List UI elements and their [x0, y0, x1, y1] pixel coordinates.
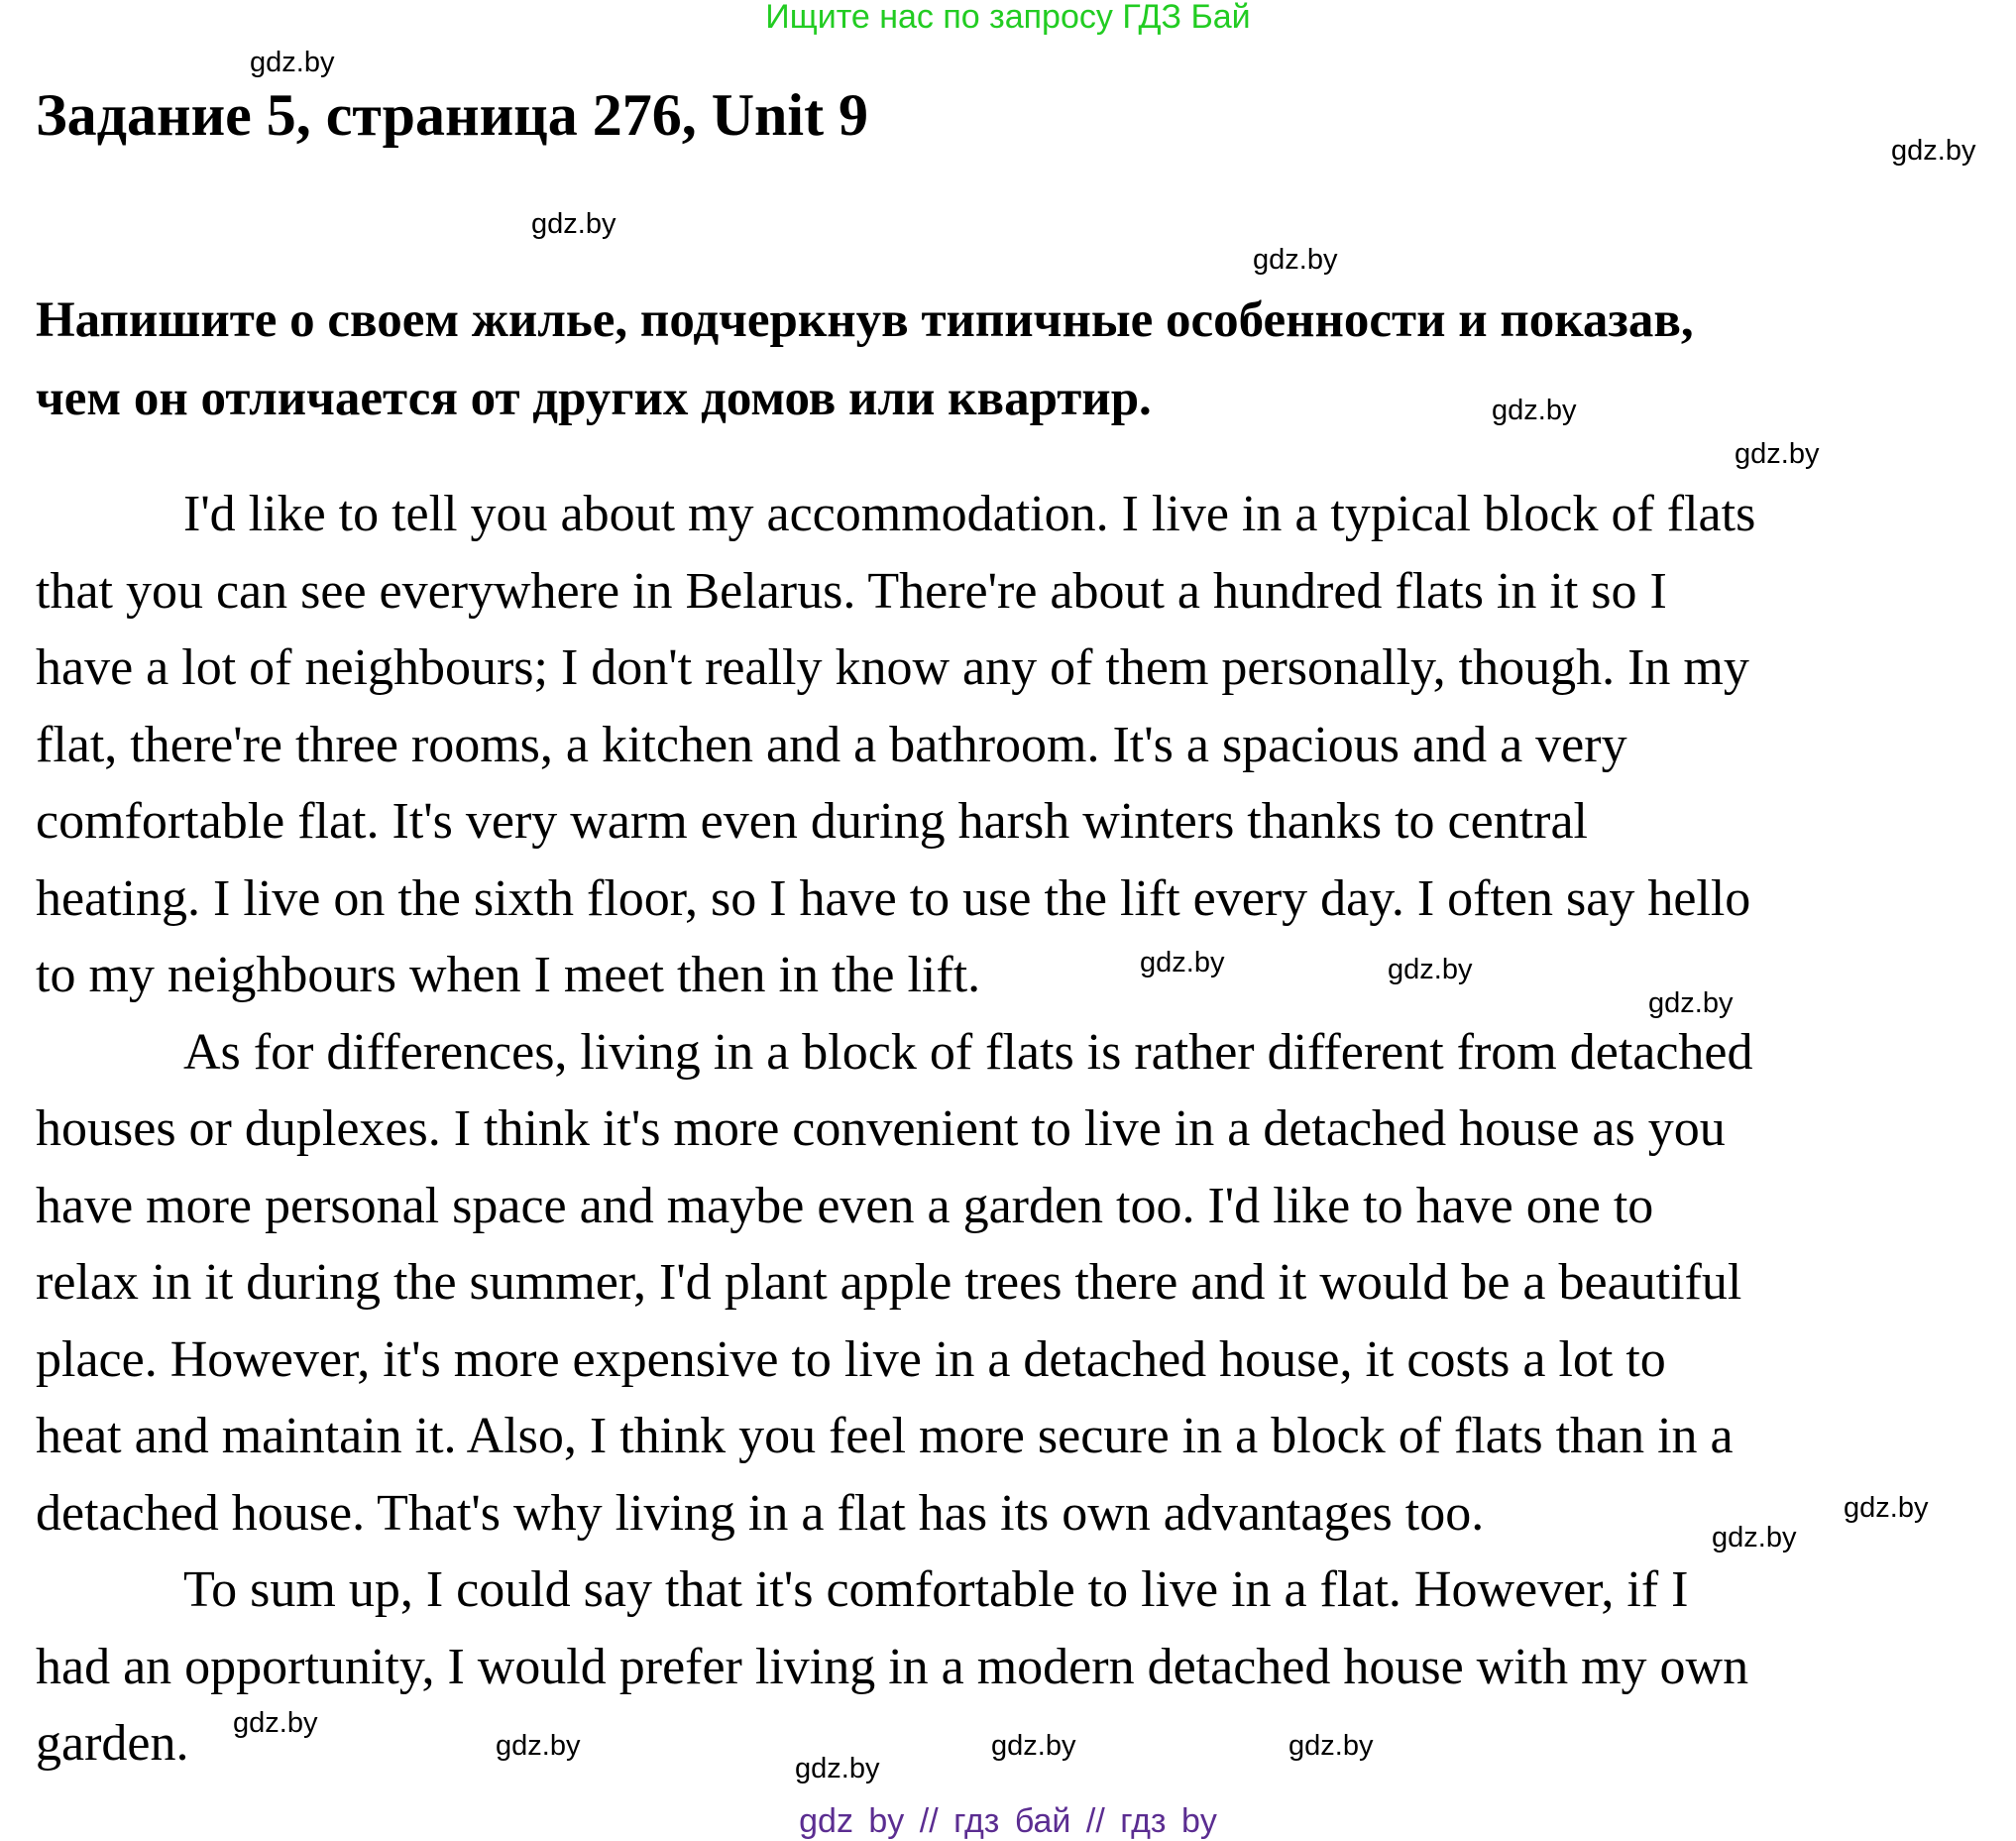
text-line: heating. I live on the sixth floor, so I have to use the lift every day. I often say hello: [36, 869, 1751, 927]
text-line: flat, there're three rooms, a kitchen and a bathroom. It's a spacious and a very: [36, 716, 1627, 773]
watermark: gdz.by: [1140, 947, 1225, 978]
answer-text: [36, 476, 1755, 1783]
task-question: [36, 282, 1694, 438]
text-line: I'd like to tell you about my accommodation. I live in a typical block of flats: [183, 486, 1756, 542]
watermark: gdz.by: [1648, 987, 1734, 1019]
text-line: relax in it during the summer, I'd plant apple trees there and it would be a beautiful: [36, 1254, 1742, 1311]
watermark: gdz.by: [795, 1753, 880, 1784]
text-line: detached house. That's why living in a flat has its own advantages too.: [36, 1484, 1485, 1542]
watermark: gdz.by: [1288, 1730, 1374, 1762]
text-line: have a lot of neighbours; I don't really know any of them personally, though. In my: [36, 639, 1749, 696]
watermark: gdz.by: [1253, 244, 1338, 276]
watermark: gdz.by: [1388, 954, 1473, 985]
text-line: As for differences, living in a block of flats is rather different from detached: [183, 1023, 1753, 1081]
text-line: heat and maintain it. Also, I think you feel more secure in a block of flats than in a: [36, 1408, 1734, 1464]
question-line: чем он отличается от других домов или квартир.: [36, 371, 1152, 426]
text-line: garden.: [36, 1715, 189, 1772]
watermark: gdz.by: [1735, 438, 1820, 470]
footer-links[interactable]: gdz by // гдз бай // гдз by: [799, 1802, 1217, 1840]
watermark: gdz.by: [1891, 135, 1976, 167]
text-line: that you can see everywhere in Belarus. There're about a hundred flats in it so I: [36, 562, 1667, 620]
watermark: gdz.by: [1844, 1492, 1929, 1524]
watermark: gdz.by: [250, 47, 335, 78]
text-line: place. However, it's more expensive to live in a detached house, it costs a lot to: [36, 1330, 1666, 1388]
text-line: comfortable flat. It's very warm even during harsh winters thanks to central: [36, 793, 1588, 850]
watermark: gdz.by: [531, 208, 616, 240]
text-line: To sum up, I could say that it's comfortable to live in a flat. However, if I: [183, 1561, 1689, 1618]
question-line: Напишите о своем жилье, подчеркнув типичные особенности и показав,: [36, 292, 1694, 348]
text-line: had an opportunity, I would prefer living in a modern detached house with my own: [36, 1638, 1749, 1695]
watermark: gdz.by: [1712, 1522, 1797, 1553]
text-line: have more personal space and maybe even a garden too. I'd like to have one to: [36, 1177, 1654, 1234]
text-line: to my neighbours when I meet then in the lift.: [36, 947, 981, 1003]
watermark: gdz.by: [991, 1730, 1076, 1762]
promo-banner: Ищите нас по запросу ГДЗ Бай: [765, 0, 1251, 36]
watermark: gdz.by: [233, 1707, 318, 1739]
text-line: houses or duplexes. I think it's more convenient to live in a detached house as you: [36, 1100, 1726, 1157]
page-title: Задание 5, страница 276, Unit 9: [36, 82, 869, 148]
watermark: gdz.by: [1492, 395, 1577, 426]
watermark: gdz.by: [496, 1730, 581, 1762]
